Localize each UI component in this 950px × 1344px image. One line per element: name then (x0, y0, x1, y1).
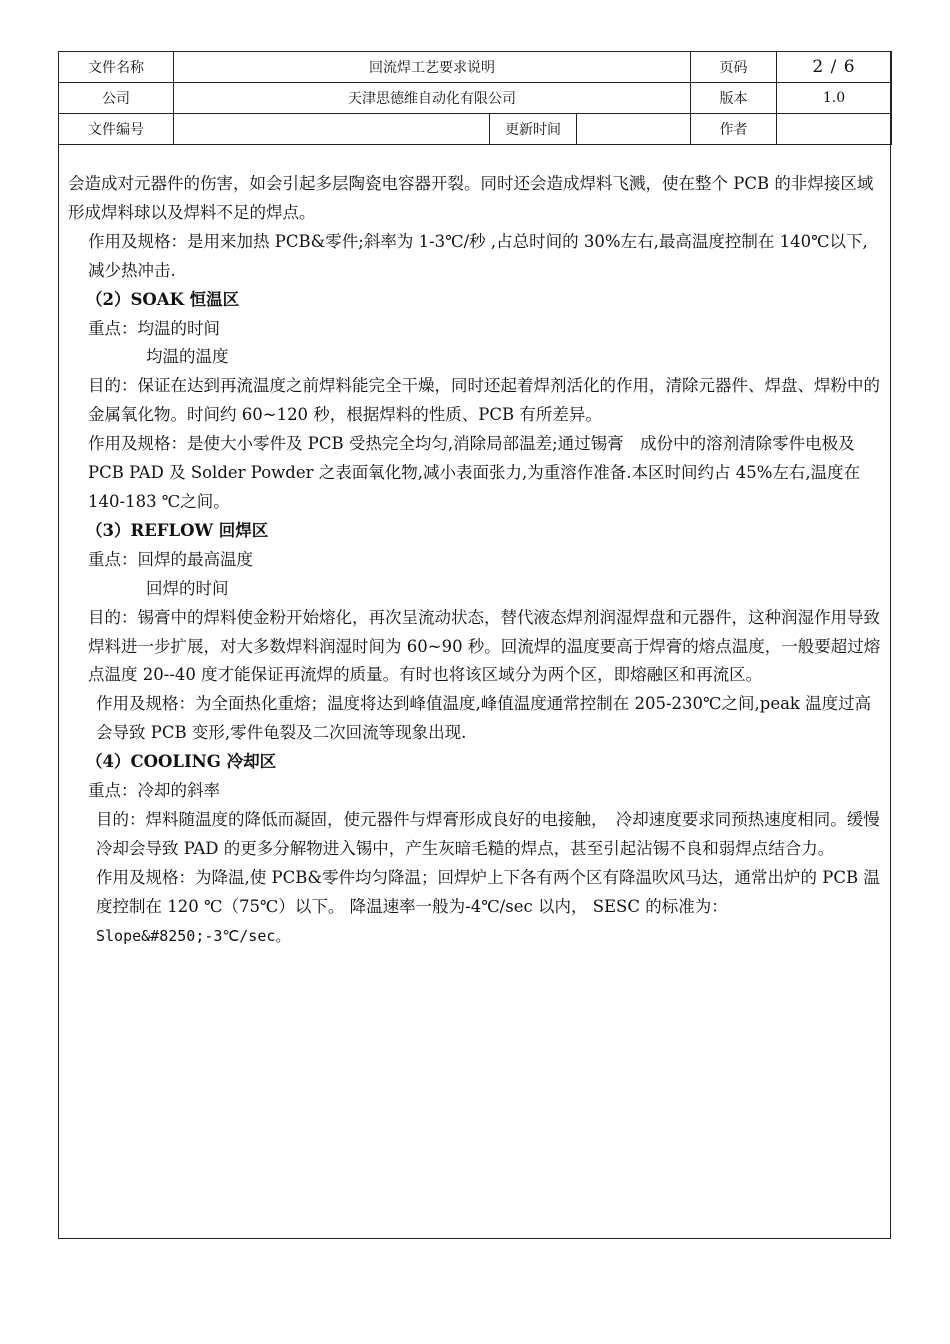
soak-purpose: 目的：保证在达到再流温度之前焊料能完全干燥，同时还起着焊剂活化的作用，清除元器件、焊盘、焊粉中的金属氧化物。时间约 60~120 秒，根据焊料的性质、PCB 有所差异。 (88, 376, 880, 425)
value-docnumber (174, 114, 490, 145)
reflow-purpose: 目的：锡膏中的焊料使金粉开始熔化，再次呈流动状态，替代液态焊剂润湿焊盘和元器件，这种润湿作用导致焊料进一步扩展，对大多数焊料润湿时间为 60~90 秒。回流焊的温度要高于焊膏的熔点温度，一般要超过熔点温度 20--40 度才能保证再流焊的质量。有时也将该区域分为两个区，即熔融区和再流区。 (88, 607, 881, 685)
cooling-focus: 重点：冷却的斜率 (88, 781, 220, 801)
paragraph-preheat-spec: 作用及规格：是用来加热 PCB&零件;斜率为 1-3℃/秒 ,占总时间的 30%左右,最高温度控制在 140℃以下,减少热冲击. (88, 231, 868, 280)
soak-focus-2: 均温的温度 (146, 347, 229, 367)
header-row-company (59, 83, 892, 114)
cooling-spec-tail: Slope&#8250;-3℃/sec。 (96, 926, 291, 945)
header-row-docnumber (59, 114, 892, 145)
value-updated (577, 114, 691, 145)
label-page: 页码 (691, 52, 777, 83)
label-author: 作者 (691, 114, 777, 145)
value-page: 2 / 6 (777, 52, 892, 83)
section-heading-cooling: （4）COOLING 冷却区 (86, 752, 277, 772)
label-company: 公司 (59, 83, 174, 114)
value-filename: 回流焊工艺要求说明 (174, 52, 691, 83)
paragraph-preheat-effect: 会造成对元器件的伤害，如会引起多层陶瓷电容器开裂。同时还会造成焊料飞溅，使在整个 PCB 的非焊接区域形成焊料球以及焊料不足的焊点。 (68, 174, 874, 222)
label-docnumber: 文件编号 (59, 114, 174, 145)
reflow-focus-1: 重点：回焊的最高温度 (88, 549, 253, 569)
label-version: 版本 (691, 83, 777, 114)
cooling-purpose: 目的：焊料随温度的降低而凝固，使元器件与焊膏形成良好的电接触， 冷却速度要求同预热速度相同。缓慢冷却会导致 PAD 的更多分解物进入锡中，产生灰暗毛糙的焊点，甚至引起沾锡不良和弱焊点结合力。 (96, 809, 880, 858)
document-header-table (58, 51, 892, 145)
value-version: 1.0 (777, 83, 892, 114)
label-filename: 文件名称 (59, 52, 174, 83)
document-body (68, 170, 884, 950)
section-heading-soak: （2）SOAK 恒温区 (86, 289, 240, 309)
header-row-filename (59, 52, 892, 83)
value-company: 天津思德维自动化有限公司 (174, 83, 691, 114)
reflow-spec: 作用及规格：为全面热化重熔；温度将达到峰值温度,峰值温度通常控制在 205-230℃之间,peak 温度过高会导致 PCB 变形,零件龟裂及二次回流等现象出现. (96, 694, 872, 743)
cooling-spec (68, 864, 884, 951)
value-author (777, 114, 892, 145)
soak-focus-1: 重点：均温的时间 (88, 318, 220, 338)
cooling-spec-main: 作用及规格：为降温,使 PCB&零件均匀降温；回焊炉上下各有两个区有降温吹风马达，通常出炉的 PCB 温度控制在 120 ℃（75℃）以下。 降温速率一般为-4℃/sec 以内， SESC 的标准为： (96, 867, 880, 916)
section-heading-reflow: （3）REFLOW 回焊区 (86, 520, 269, 540)
soak-spec: 作用及规格：是使大小零件及 PCB 受热完全均匀,消除局部温差;通过锡膏 成份中的溶剂清除零件电极及 PCB PAD 及 Solder Powder 之表面氧化物,减小表面张力,为重溶作准备.本区时间约占 45%左右,温度在 140-183 ℃之间。 (88, 434, 861, 511)
reflow-focus-2: 回焊的时间 (146, 578, 229, 598)
label-updated: 更新时间 (490, 114, 577, 145)
